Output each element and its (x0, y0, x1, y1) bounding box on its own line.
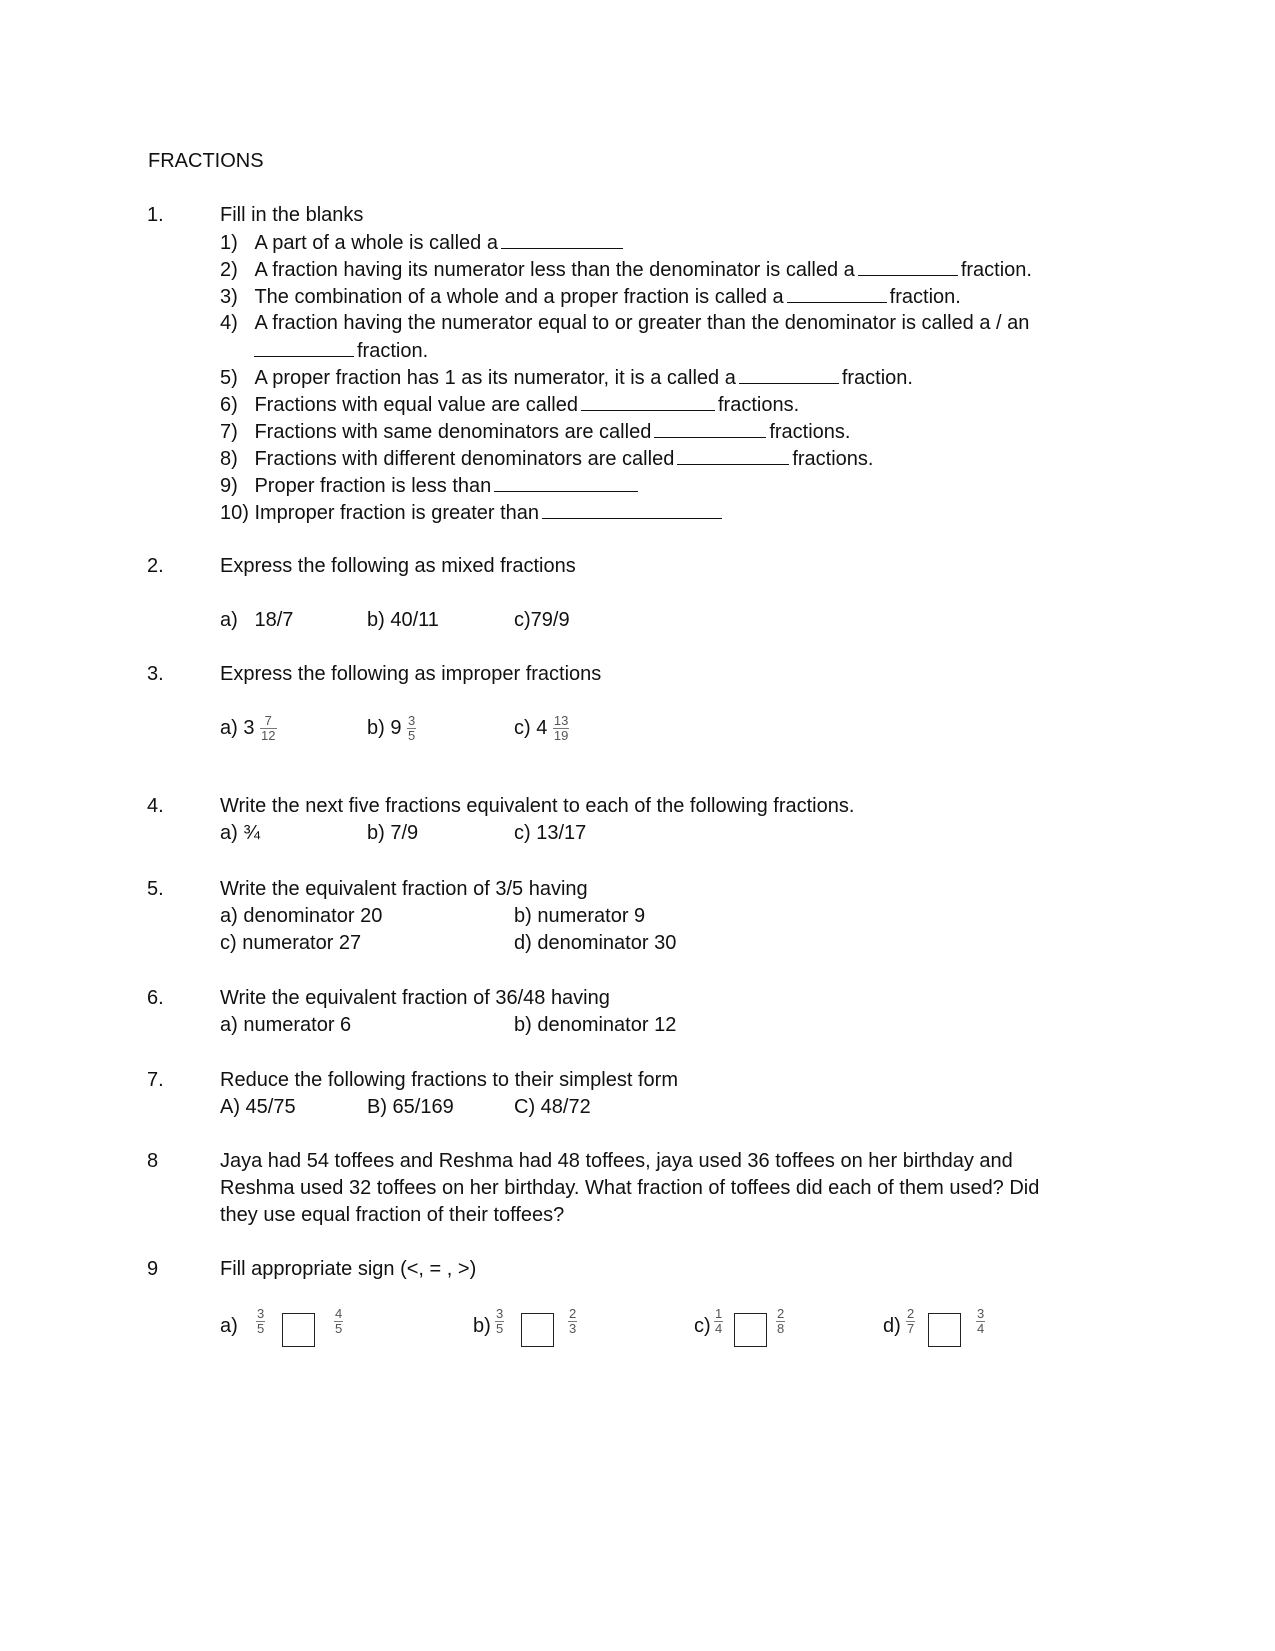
q8-line-2: Reshma used 32 toffees on her birthday. What fraction of toffees did each of them used? Did (220, 1177, 1040, 1199)
page-title: FRACTIONS (148, 150, 264, 172)
q7-number: 7. (147, 1069, 164, 1091)
answer-blank[interactable] (494, 471, 638, 492)
fraction: $\frac{3}{5}$ (408, 713, 416, 744)
fraction: $\frac{4}{5}$ (335, 1306, 343, 1337)
q4-option-c: c) 13/17 (514, 822, 587, 844)
q7-option-c: C) 48/72 (514, 1096, 591, 1118)
q1-item-1: 1) A part of a whole is called a (220, 228, 626, 257)
q9-d-left-fraction (906, 1307, 915, 1336)
q1-heading: Fill in the blanks (220, 204, 364, 226)
q8-number: 8 (147, 1150, 159, 1172)
q7-heading: Reduce the following fractions to their simplest form (220, 1069, 678, 1091)
q1-item-9: 9) Proper fraction is less than (220, 471, 641, 500)
q9-heading: Fill appropriate sign (<, = , >) (220, 1258, 477, 1280)
q5-heading: Write the equivalent fraction of 3/5 having (220, 878, 588, 900)
q8-line-1: Jaya had 54 toffees and Reshma had 48 toffees, jaya used 36 toffees on her birthday and (220, 1150, 1013, 1172)
q4-number: 4. (147, 795, 164, 817)
q1-number: 1. (147, 204, 164, 226)
answer-blank[interactable] (501, 228, 623, 249)
q4-heading: Write the next five fractions equivalent to each of the following fractions. (220, 795, 855, 817)
q3-option-c: c) 4 $\frac{13}{19}$ (514, 713, 569, 744)
q9-b-left-fraction (495, 1307, 504, 1336)
q1-item-3: 3) The combination of a whole and a proper fraction is called a fraction. (220, 282, 961, 311)
q6-option-a: a) numerator 6 (220, 1014, 352, 1036)
answer-blank[interactable] (542, 498, 722, 519)
q6-option-b: b) denominator 12 (514, 1014, 677, 1036)
q1-item-4: 4) A fraction having the numerator equal to or greater than the denominator is called a / an (220, 312, 1030, 334)
q9-option-d-label: d) (883, 1315, 901, 1337)
q5-number: 5. (147, 878, 164, 900)
sign-answer-box[interactable] (521, 1313, 554, 1347)
fraction: $\frac{2}{7}$ (907, 1306, 915, 1337)
q1-item-6: 6) Fractions with equal value are called fractions. (220, 390, 799, 419)
q6-number: 6. (147, 987, 164, 1009)
answer-blank[interactable] (581, 390, 715, 411)
q1-item-8: 8) Fractions with different denominators are called fractions. (220, 444, 873, 473)
q9-a-right-fraction (334, 1307, 343, 1336)
fraction: $\frac{2}{8}$ (777, 1306, 785, 1337)
q3-heading: Express the following as improper fractions (220, 663, 602, 685)
q9-b-right-fraction (568, 1307, 577, 1336)
q9-c-right-fraction (776, 1307, 785, 1336)
q5-option-c: c) numerator 27 (220, 932, 362, 954)
q3-number: 3. (147, 663, 164, 685)
q2-option-c: c)79/9 (514, 609, 570, 631)
q5-option-b: b) numerator 9 (514, 905, 646, 927)
q9-option-a-label: a) (220, 1315, 238, 1337)
sign-answer-box[interactable] (734, 1313, 767, 1347)
q1-item-4-continued: fraction. (254, 336, 428, 365)
q3-option-a: a) 3 $\frac{7}{12}$ (220, 713, 276, 744)
q9-c-left-fraction (714, 1307, 723, 1336)
q1-item-7: 7) Fractions with same denominators are called fractions. (220, 417, 850, 446)
answer-blank[interactable] (858, 255, 958, 276)
answer-blank[interactable] (787, 282, 887, 303)
q7-option-a: A) 45/75 (220, 1096, 296, 1118)
sign-answer-box[interactable] (928, 1313, 961, 1347)
q5-option-a: a) denominator 20 (220, 905, 383, 927)
fraction: $\frac{2}{3}$ (569, 1306, 577, 1337)
q2-heading: Express the following as mixed fractions (220, 555, 576, 577)
fraction: $\frac{3}{5}$ (496, 1306, 504, 1337)
q5-option-d: d) denominator 30 (514, 932, 677, 954)
q9-option-c-label: c) (694, 1315, 711, 1337)
q9-number: 9 (147, 1258, 159, 1280)
sign-answer-box[interactable] (282, 1313, 315, 1347)
q1-item-10: 10) Improper fraction is greater than (220, 498, 725, 527)
q9-a-left-fraction (256, 1307, 265, 1336)
answer-blank[interactable] (654, 417, 766, 438)
fraction: $\frac{7}{12}$ (261, 713, 276, 744)
q3-option-b: b) 9 $\frac{3}{5}$ (367, 713, 416, 744)
q4-option-a: a) ¾ (220, 822, 261, 844)
q1-item-5: 5) A proper fraction has 1 as its numerator, it is a called a fraction. (220, 363, 913, 392)
q2-option-b: b) 40/11 (367, 609, 439, 631)
fraction: $\frac{3}{5}$ (257, 1306, 265, 1337)
answer-blank[interactable] (739, 363, 839, 384)
q6-heading: Write the equivalent fraction of 36/48 having (220, 987, 610, 1009)
fraction: $\frac{13}{19}$ (553, 713, 569, 744)
q1-item-2: 2) A fraction having its numerator less than the denominator is called a fraction. (220, 255, 1032, 284)
fraction: $\frac{3}{4}$ (977, 1306, 985, 1337)
q2-option-a: a) 18/7 (220, 609, 294, 631)
q9-option-b-label: b) (473, 1315, 491, 1337)
q4-option-b: b) 7/9 (367, 822, 419, 844)
fraction: $\frac{1}{4}$ (715, 1306, 723, 1337)
q2-number: 2. (147, 555, 164, 577)
answer-blank[interactable] (254, 336, 354, 357)
q9-d-right-fraction (976, 1307, 985, 1336)
q7-option-b: B) 65/169 (367, 1096, 454, 1118)
q8-line-3: they use equal fraction of their toffees? (220, 1204, 565, 1226)
answer-blank[interactable] (677, 444, 789, 465)
